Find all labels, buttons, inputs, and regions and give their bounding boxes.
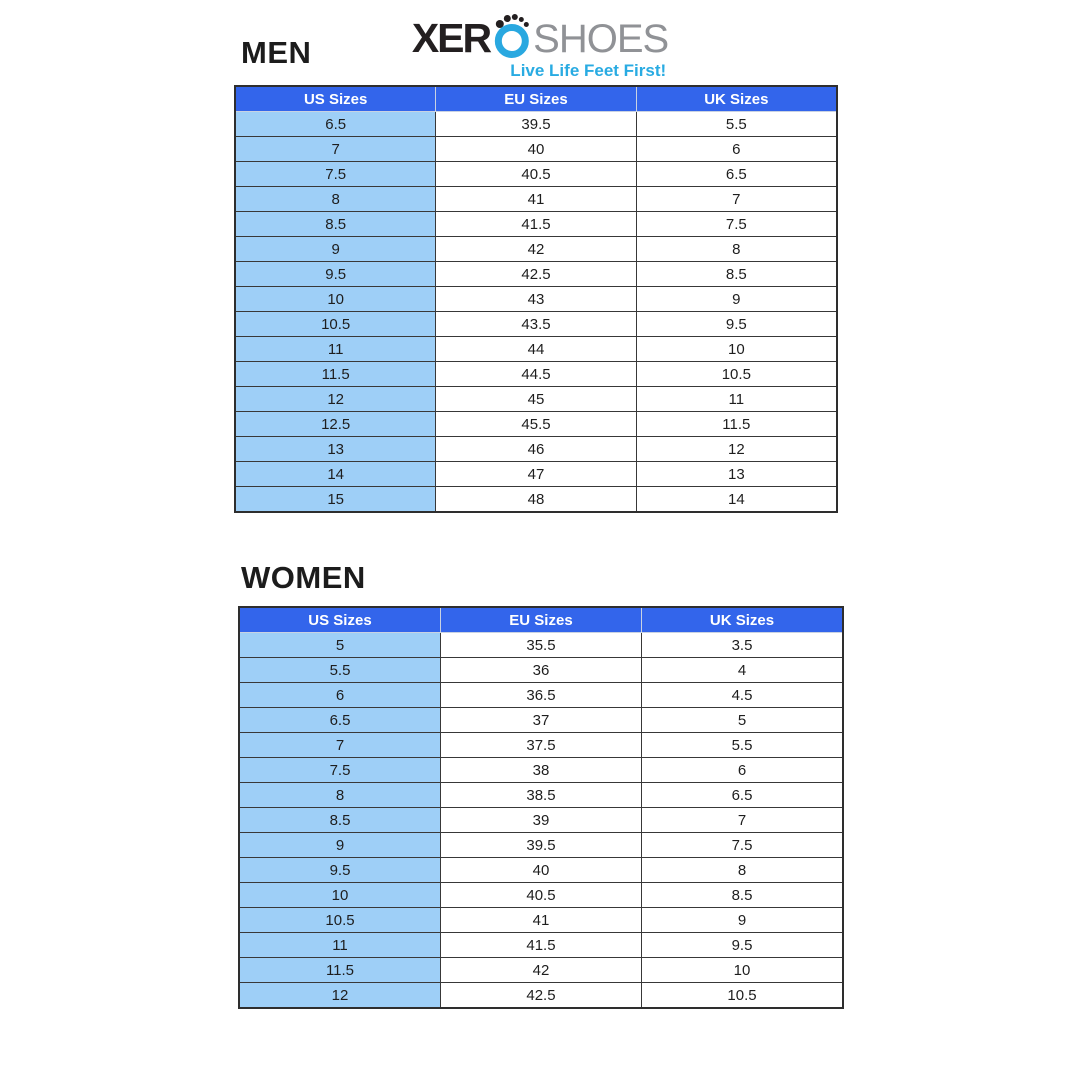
table-row: [239, 633, 843, 658]
uk-size-cell: 8: [636, 237, 837, 262]
uk-size-cell: 7.5: [641, 833, 843, 858]
us-size-cell: 9: [239, 833, 440, 858]
eu-size-cell: 43: [436, 287, 636, 312]
eu-size-cell: 39.5: [436, 112, 636, 137]
us-size-cell: 12: [235, 387, 436, 412]
uk-size-cell: 6.5: [636, 162, 837, 187]
logo-tagline: Live Life Feet First!: [510, 61, 667, 80]
table-row: [239, 708, 843, 733]
table-row: [235, 137, 837, 162]
us-size-cell: 8: [239, 783, 440, 808]
eu-size-cell: 40.5: [436, 162, 636, 187]
table-row: [239, 983, 843, 1009]
table-row: [239, 658, 843, 683]
table-row: [235, 312, 837, 337]
table-row: [235, 337, 837, 362]
women-size-table: [238, 606, 844, 1009]
us-size-cell: 9.5: [235, 262, 436, 287]
table-row: [235, 162, 837, 187]
table-row: [235, 187, 837, 212]
eu-size-cell: 42.5: [440, 983, 641, 1009]
us-size-cell: 8: [235, 187, 436, 212]
us-size-cell: 5.5: [239, 658, 440, 683]
us-size-cell: 12: [239, 983, 440, 1009]
eu-size-cell: 40: [436, 137, 636, 162]
uk-size-cell: 6.5: [641, 783, 843, 808]
eu-size-cell: 40: [440, 858, 641, 883]
column-header: UK Sizes: [636, 86, 837, 112]
uk-size-cell: 8.5: [641, 883, 843, 908]
uk-size-cell: 4.5: [641, 683, 843, 708]
uk-size-cell: 7: [641, 808, 843, 833]
table-row: [239, 758, 843, 783]
foot-o-icon: [493, 12, 531, 59]
eu-size-cell: 37: [440, 708, 641, 733]
eu-size-cell: 48: [436, 487, 636, 513]
uk-size-cell: 5: [641, 708, 843, 733]
xero-shoes-logo: [412, 12, 668, 81]
uk-size-cell: 9.5: [636, 312, 837, 337]
eu-size-cell: 35.5: [440, 633, 641, 658]
us-size-cell: 11.5: [239, 958, 440, 983]
us-size-cell: 6.5: [235, 112, 436, 137]
eu-size-cell: 46: [436, 437, 636, 462]
eu-size-cell: 38: [440, 758, 641, 783]
uk-size-cell: 4: [641, 658, 843, 683]
uk-size-cell: 12: [636, 437, 837, 462]
us-size-cell: 9.5: [239, 858, 440, 883]
eu-size-cell: 41: [436, 187, 636, 212]
eu-size-cell: 41: [440, 908, 641, 933]
column-header: US Sizes: [239, 607, 440, 633]
women-heading: WOMEN: [241, 560, 366, 595]
table-row: [239, 733, 843, 758]
eu-size-cell: 38.5: [440, 783, 641, 808]
uk-size-cell: 10.5: [641, 983, 843, 1009]
uk-size-cell: 11.5: [636, 412, 837, 437]
eu-size-cell: 44.5: [436, 362, 636, 387]
table-row: [235, 112, 837, 137]
table-row: [239, 958, 843, 983]
table-row: [239, 833, 843, 858]
uk-size-cell: 10.5: [636, 362, 837, 387]
uk-size-cell: 11: [636, 387, 837, 412]
column-header: US Sizes: [235, 86, 436, 112]
us-size-cell: 15: [235, 487, 436, 513]
table-row: [239, 683, 843, 708]
table-row: [239, 783, 843, 808]
eu-size-cell: 36: [440, 658, 641, 683]
header-row: [239, 607, 843, 633]
table-row: [239, 858, 843, 883]
us-size-cell: 7: [235, 137, 436, 162]
us-size-cell: 8.5: [235, 212, 436, 237]
uk-size-cell: 10: [641, 958, 843, 983]
table-row: [235, 287, 837, 312]
logo-text-shoes: SHOES: [533, 17, 669, 61]
column-header: UK Sizes: [641, 607, 843, 633]
eu-size-cell: 44: [436, 337, 636, 362]
us-size-cell: 7.5: [235, 162, 436, 187]
eu-size-cell: 42: [436, 237, 636, 262]
uk-size-cell: 8.5: [636, 262, 837, 287]
us-size-cell: 7.5: [239, 758, 440, 783]
eu-size-cell: 36.5: [440, 683, 641, 708]
uk-size-cell: 13: [636, 462, 837, 487]
us-size-cell: 14: [235, 462, 436, 487]
eu-size-cell: 45: [436, 387, 636, 412]
uk-size-cell: 7: [636, 187, 837, 212]
table-row: [235, 487, 837, 513]
us-size-cell: 10: [235, 287, 436, 312]
table-row: [239, 883, 843, 908]
uk-size-cell: 5.5: [636, 112, 837, 137]
us-size-cell: 10: [239, 883, 440, 908]
us-size-cell: 6: [239, 683, 440, 708]
logo-wordmark: [412, 12, 668, 59]
eu-size-cell: 41.5: [436, 212, 636, 237]
us-size-cell: 8.5: [239, 808, 440, 833]
table-row: [235, 262, 837, 287]
table-row: [235, 212, 837, 237]
eu-size-cell: 42.5: [436, 262, 636, 287]
column-header: EU Sizes: [436, 86, 636, 112]
uk-size-cell: 14: [636, 487, 837, 513]
table-row: [235, 412, 837, 437]
table-row: [239, 908, 843, 933]
us-size-cell: 10.5: [235, 312, 436, 337]
us-size-cell: 9: [235, 237, 436, 262]
us-size-cell: 13: [235, 437, 436, 462]
eu-size-cell: 41.5: [440, 933, 641, 958]
column-header: EU Sizes: [440, 607, 641, 633]
uk-size-cell: 9: [641, 908, 843, 933]
uk-size-cell: 6: [636, 137, 837, 162]
eu-size-cell: 39: [440, 808, 641, 833]
men-heading: MEN: [241, 35, 312, 70]
uk-size-cell: 9: [636, 287, 837, 312]
eu-size-cell: 39.5: [440, 833, 641, 858]
table-row: [235, 437, 837, 462]
table-row: [235, 462, 837, 487]
us-size-cell: 11.5: [235, 362, 436, 387]
us-size-cell: 12.5: [235, 412, 436, 437]
table-row: [235, 237, 837, 262]
eu-size-cell: 42: [440, 958, 641, 983]
uk-size-cell: 10: [636, 337, 837, 362]
eu-size-cell: 37.5: [440, 733, 641, 758]
uk-size-cell: 9.5: [641, 933, 843, 958]
uk-size-cell: 8: [641, 858, 843, 883]
eu-size-cell: 45.5: [436, 412, 636, 437]
eu-size-cell: 43.5: [436, 312, 636, 337]
us-size-cell: 10.5: [239, 908, 440, 933]
header-row: [235, 86, 837, 112]
logo-text-xer: XER: [411, 15, 491, 61]
table-row: [239, 933, 843, 958]
table-row: [239, 808, 843, 833]
eu-size-cell: 40.5: [440, 883, 641, 908]
uk-size-cell: 5.5: [641, 733, 843, 758]
uk-size-cell: 3.5: [641, 633, 843, 658]
table-row: [235, 362, 837, 387]
men-size-table: [234, 85, 838, 513]
eu-size-cell: 47: [436, 462, 636, 487]
us-size-cell: 11: [235, 337, 436, 362]
us-size-cell: 6.5: [239, 708, 440, 733]
us-size-cell: 5: [239, 633, 440, 658]
uk-size-cell: 6: [641, 758, 843, 783]
uk-size-cell: 7.5: [636, 212, 837, 237]
us-size-cell: 11: [239, 933, 440, 958]
us-size-cell: 7: [239, 733, 440, 758]
table-row: [235, 387, 837, 412]
